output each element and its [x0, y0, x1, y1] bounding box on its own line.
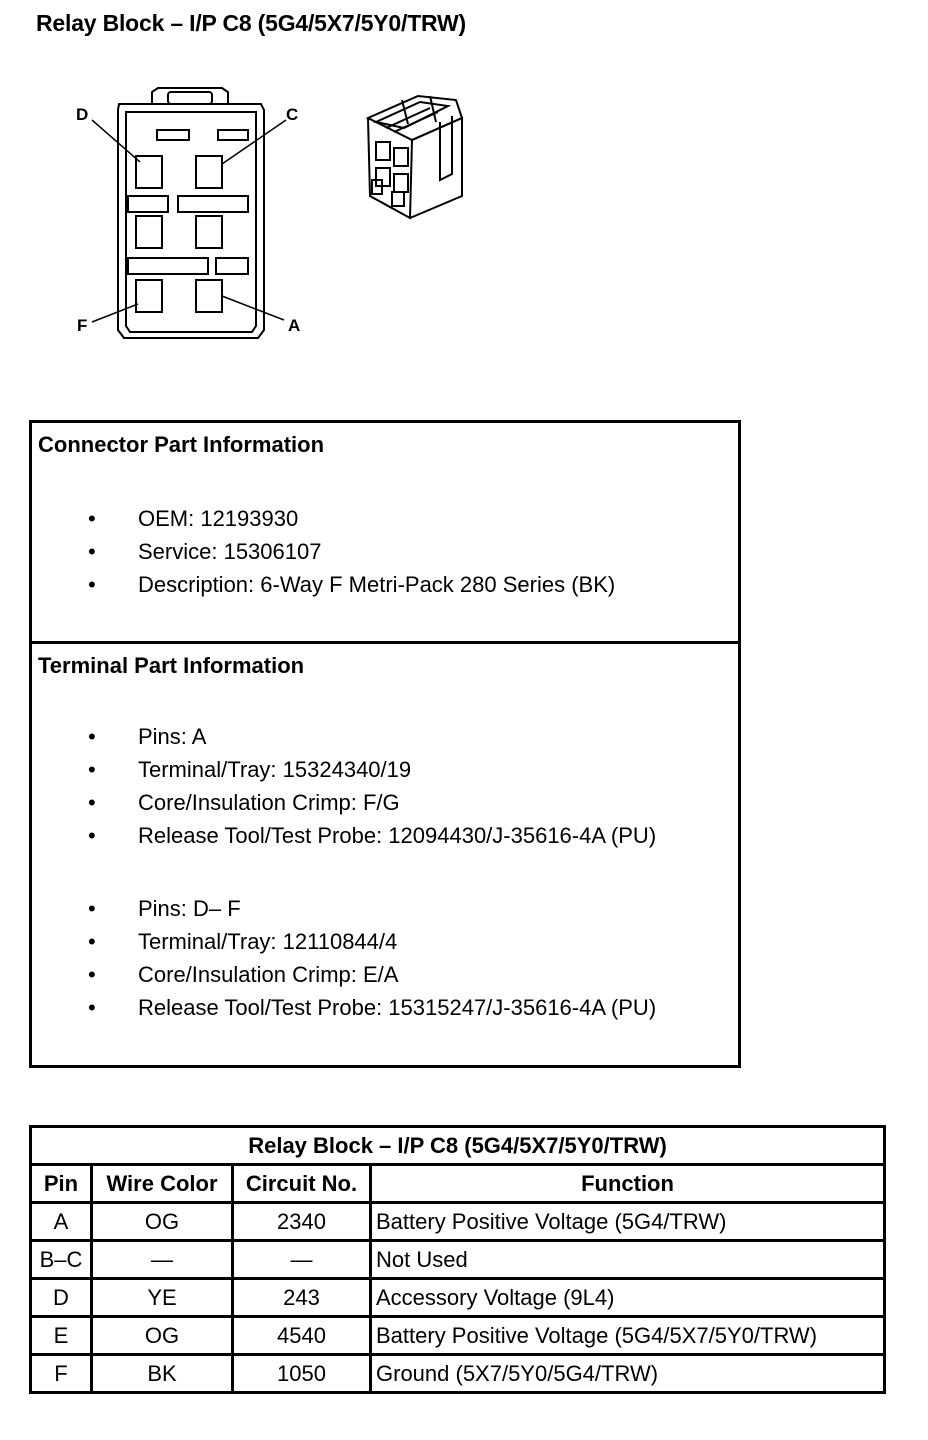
connector-face-view — [118, 88, 264, 338]
page-title: Relay Block – I/P C8 (5G4/5X7/5Y0/TRW) — [36, 10, 467, 36]
list-item: • Core/Insulation Crimp: F/G — [32, 786, 738, 819]
table-title: Relay Block – I/P C8 (5G4/5X7/5Y0/TRW) — [31, 1127, 885, 1165]
list-item: • Release Tool/Test Probe: 15315247/J-35616-4A (PU) — [32, 991, 738, 1024]
pin-label-f: F — [77, 316, 88, 335]
header-wire-color: Wire Color — [92, 1165, 233, 1203]
cell-function: Accessory Voltage (9L4) — [371, 1279, 885, 1317]
part-information-box — [29, 420, 741, 1068]
list-item: • Service: 15306107 — [32, 535, 738, 568]
cell-wire-color: OG — [92, 1317, 233, 1355]
pin-table — [29, 1125, 886, 1394]
connector-diagram — [0, 0, 928, 400]
cell-pin: B–C — [31, 1241, 92, 1279]
cell-function: Ground (5X7/5Y0/5G4/TRW) — [371, 1355, 885, 1393]
table-title-row — [31, 1127, 885, 1165]
cell-pin: A — [31, 1203, 92, 1241]
table-row — [31, 1317, 885, 1355]
list-item: • Release Tool/Test Probe: 12094430/J-35616-4A (PU) — [32, 819, 738, 852]
list-item: • Description: 6-Way F Metri-Pack 280 Series (BK) — [32, 568, 738, 601]
cell-circuit: 2340 — [233, 1203, 371, 1241]
connector-info-list — [32, 502, 738, 601]
table-row — [31, 1203, 885, 1241]
terminal-part-info — [32, 644, 738, 1065]
cell-function: Not Used — [371, 1241, 885, 1279]
cell-wire-color: — — [92, 1241, 233, 1279]
cell-wire-color: OG — [92, 1203, 233, 1241]
connector-part-info — [32, 423, 738, 644]
list-item: • Terminal/Tray: 12110844/4 — [32, 925, 738, 958]
connector-info-heading: Connector Part Information — [38, 432, 325, 457]
cell-wire-color: BK — [92, 1355, 233, 1393]
cell-circuit: — — [233, 1241, 371, 1279]
list-item: • Core/Insulation Crimp: E/A — [32, 958, 738, 991]
table-header-row — [31, 1165, 885, 1203]
cell-pin: D — [31, 1279, 92, 1317]
list-item: • OEM: 12193930 — [32, 502, 738, 535]
table-row — [31, 1279, 885, 1317]
pin-label-a: A — [288, 316, 301, 335]
cell-wire-color: YE — [92, 1279, 233, 1317]
list-item: • Pins: A — [32, 720, 738, 753]
header-function: Function — [371, 1165, 885, 1203]
terminal-info-heading: Terminal Part Information — [38, 653, 305, 678]
terminal-info-group-1 — [32, 720, 738, 852]
list-item: • Terminal/Tray: 15324340/19 — [32, 753, 738, 786]
header-pin: Pin — [31, 1165, 92, 1203]
cell-circuit: 243 — [233, 1279, 371, 1317]
cell-circuit: 1050 — [233, 1355, 371, 1393]
connector-isometric-view — [368, 96, 462, 218]
terminal-info-group-2 — [32, 892, 738, 1024]
table-row — [31, 1355, 885, 1393]
cell-pin: F — [31, 1355, 92, 1393]
table-row — [31, 1241, 885, 1279]
cell-function: Battery Positive Voltage (5G4/TRW) — [371, 1203, 885, 1241]
list-item: • Pins: D– F — [32, 892, 738, 925]
pin-label-c: C — [286, 105, 299, 124]
cell-circuit: 4540 — [233, 1317, 371, 1355]
pin-label-d: D — [76, 105, 89, 124]
cell-pin: E — [31, 1317, 92, 1355]
header-circuit: Circuit No. — [233, 1165, 371, 1203]
cell-function: Battery Positive Voltage (5G4/5X7/5Y0/TRW) — [371, 1317, 885, 1355]
